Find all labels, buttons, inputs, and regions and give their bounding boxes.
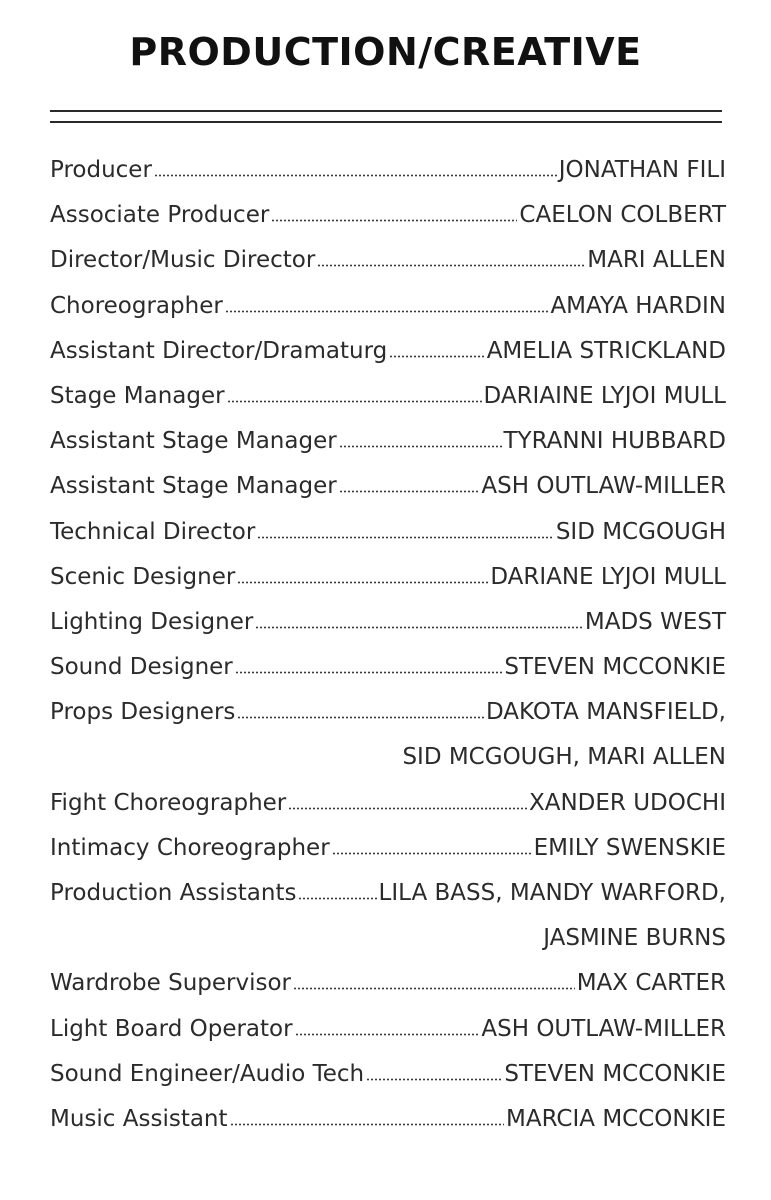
credit-role: Assistant Director/Dramaturg (50, 337, 388, 364)
credit-role: Light Board Operator (50, 1015, 293, 1042)
credit-role: Director/Music Director (50, 247, 316, 274)
dot-leader (225, 310, 549, 313)
credits-list (50, 157, 726, 1151)
dot-leader (317, 264, 585, 267)
credit-role: Wardrobe Supervisor (50, 970, 291, 997)
dot-leader (237, 581, 488, 584)
dot-leader (298, 897, 376, 900)
credit-name: DARIAINE LYJOI MULL (483, 382, 726, 409)
page-title: PRODUCTION/CREATIVE (129, 30, 642, 74)
credit-role: Associate Producer (50, 202, 270, 229)
credit-row (50, 293, 726, 338)
credit-name: SID MCGOUGH (555, 518, 726, 545)
credit-name: TYRANNI HUBBARD (503, 428, 726, 455)
credit-name: MADS WEST (584, 608, 726, 635)
credit-row (50, 654, 726, 699)
dot-leader (237, 716, 484, 719)
dot-leader (154, 174, 557, 177)
credit-name: STEVEN MCCONKIE (504, 654, 726, 681)
credit-role: Fight Choreographer (50, 789, 287, 816)
credit-role: Assistant Stage Manager (50, 473, 337, 500)
credit-row (50, 247, 726, 292)
credit-role: Props Designers (50, 699, 236, 726)
dot-leader (339, 445, 502, 448)
credit-role: Production Assistants (50, 880, 297, 906)
credit-name-continued: SID MCGOUGH, MARI ALLEN (402, 744, 726, 771)
dot-leader (389, 355, 484, 358)
credit-name: MARI ALLEN (587, 247, 726, 274)
credit-name: AMELIA STRICKLAND (486, 337, 726, 364)
divider-rule-top (50, 110, 722, 112)
credit-role: Lighting Designer (50, 608, 254, 635)
credit-name: DARIANE LYJOI MULL (490, 563, 726, 590)
credit-name: MARCIA MCCONKIE (506, 1105, 726, 1132)
credit-role: Sound Engineer/Audio Tech (50, 1060, 365, 1087)
credit-row (50, 880, 726, 925)
dot-leader (227, 400, 482, 403)
divider-rule-bottom (50, 121, 722, 123)
credit-role: Stage Manager (50, 382, 225, 409)
credit-row-continued (50, 925, 726, 970)
dot-leader (366, 1078, 502, 1081)
credit-row (50, 835, 726, 880)
credit-row (50, 970, 726, 1015)
credit-role: Intimacy Choreographer (50, 834, 330, 861)
credit-name: XANDER UDOCHI (528, 789, 726, 816)
dot-leader (257, 536, 553, 539)
credit-row-continued (50, 744, 726, 789)
credit-name: CAELON COLBERT (519, 202, 726, 229)
credit-name: LILA BASS, MANDY WARFORD, (378, 880, 726, 906)
dot-leader (295, 1033, 480, 1036)
credit-name: DAKOTA MANSFIELD, (485, 699, 726, 726)
credit-role: Technical Director (50, 518, 256, 545)
credit-row (50, 383, 726, 428)
dot-leader (235, 671, 503, 674)
credit-row (50, 519, 726, 564)
credit-row (50, 202, 726, 247)
dot-leader (293, 987, 575, 990)
dot-leader (255, 626, 583, 629)
credit-name: ASH OUTLAW-MILLER (481, 1015, 726, 1042)
credit-role: Scenic Designer (50, 563, 236, 590)
credit-row (50, 790, 726, 835)
credit-role: Choreographer (50, 292, 223, 319)
dot-leader (230, 1123, 504, 1126)
credit-name: AMAYA HARDIN (550, 292, 726, 319)
credit-name: JONATHAN FILI (558, 157, 726, 183)
credit-role: Sound Designer (50, 654, 233, 681)
credit-row (50, 564, 726, 609)
credit-row (50, 428, 726, 473)
dot-leader (332, 852, 532, 855)
credit-name: MAX CARTER (576, 970, 726, 997)
credit-row (50, 473, 726, 518)
dot-leader (339, 490, 480, 493)
credit-name: STEVEN MCCONKIE (504, 1060, 726, 1087)
credit-name-continued: JASMINE BURNS (543, 925, 726, 952)
credit-role: Producer (50, 157, 152, 183)
dot-leader (288, 807, 527, 810)
credit-name: ASH OUTLAW-MILLER (481, 473, 726, 500)
credit-row (50, 1106, 726, 1151)
credit-row (50, 1016, 726, 1061)
credit-row (50, 699, 726, 744)
credit-row (50, 157, 726, 202)
credit-row (50, 1061, 726, 1106)
credit-role: Music Assistant (50, 1105, 228, 1132)
credit-row (50, 338, 726, 383)
credit-row (50, 609, 726, 654)
credit-name: EMILY SWENSKIE (533, 834, 726, 861)
dot-leader (271, 219, 517, 222)
credit-role: Assistant Stage Manager (50, 428, 337, 455)
